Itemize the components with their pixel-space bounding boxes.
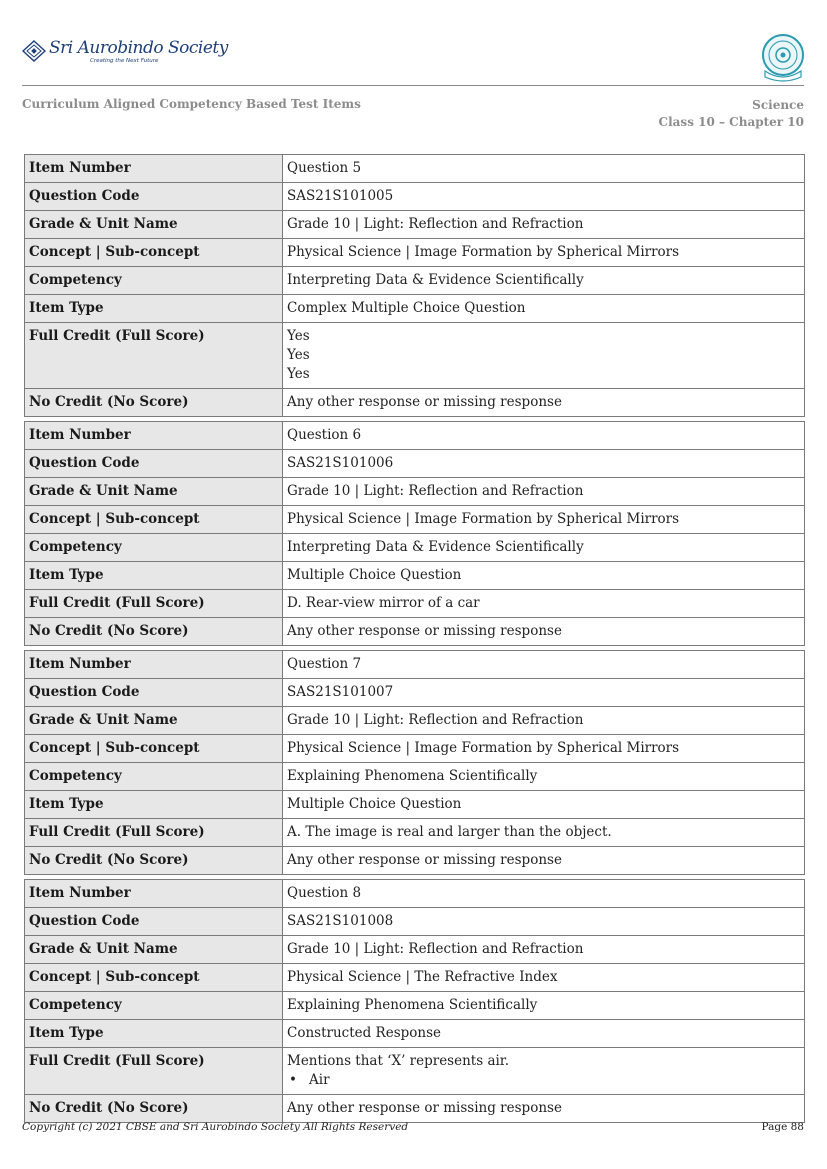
no-credit-label: No Credit (No Score) [25,389,283,417]
table-row [25,847,805,875]
item-type-value: Constructed Response [283,1020,805,1048]
competency-value: Interpreting Data & Evidence Scientifically [283,267,805,295]
table-row [25,478,805,506]
table-row [25,590,805,618]
table-row [25,506,805,534]
question-code-value: SAS21S101006 [283,450,805,478]
concept-value: Physical Science | Image Formation by Spherical Mirrors [283,506,805,534]
class-chapter: Class 10 – Chapter 10 [658,115,804,129]
table-row [25,562,805,590]
item-table-q5 [24,154,805,417]
full-credit-value: A. The image is real and larger than the object. [283,819,805,847]
table-row [25,1048,805,1095]
table-row [25,155,805,183]
table-row [25,964,805,992]
table-row [25,908,805,936]
question-code-value: SAS21S101008 [283,908,805,936]
item-tables [24,154,805,1127]
item-number-value: Question 7 [283,651,805,679]
no-credit-value: Any other response or missing response [283,847,805,875]
table-row [25,707,805,735]
item-type-label: Item Type [25,295,283,323]
full-credit-label: Full Credit (Full Score) [25,819,283,847]
competency-value: Explaining Phenomena Scientifically [283,992,805,1020]
table-row [25,1095,805,1123]
question-code-value: SAS21S101007 [283,679,805,707]
grade-unit-label: Grade & Unit Name [25,478,283,506]
item-table-q7 [24,650,805,875]
item-number-label: Item Number [25,155,283,183]
table-row [25,239,805,267]
table-row [25,211,805,239]
table-row [25,295,805,323]
full-credit-line: Yes [287,366,310,382]
competency-label: Competency [25,534,283,562]
item-number-label: Item Number [25,422,283,450]
full-credit-value [283,323,805,389]
table-row [25,1020,805,1048]
concept-label: Concept | Sub-concept [25,735,283,763]
item-type-value: Multiple Choice Question [283,562,805,590]
item-number-label: Item Number [25,880,283,908]
grade-unit-value: Grade 10 | Light: Reflection and Refraction [283,707,805,735]
item-number-value: Question 6 [283,422,805,450]
full-credit-value: D. Rear-view mirror of a car [283,590,805,618]
table-row [25,618,805,646]
table-row [25,422,805,450]
item-number-value: Question 5 [283,155,805,183]
item-number-label: Item Number [25,651,283,679]
question-code-label: Question Code [25,908,283,936]
grade-unit-label: Grade & Unit Name [25,707,283,735]
cbse-seal-icon [760,33,806,83]
item-type-label: Item Type [25,791,283,819]
full-credit-line: Yes [287,328,310,344]
page-number: Page 88 [761,1121,804,1133]
question-code-label: Question Code [25,679,283,707]
table-row [25,267,805,295]
no-credit-label: No Credit (No Score) [25,847,283,875]
table-row [25,389,805,417]
table-row [25,183,805,211]
full-credit-label: Full Credit (Full Score) [25,323,283,389]
table-row [25,992,805,1020]
competency-label: Competency [25,763,283,791]
concept-value: Physical Science | Image Formation by Spherical Mirrors [283,239,805,267]
table-row [25,735,805,763]
logo-wordmark: Sri Aurobindo Society [49,38,228,58]
grade-unit-label: Grade & Unit Name [25,936,283,964]
item-type-value: Complex Multiple Choice Question [283,295,805,323]
concept-label: Concept | Sub-concept [25,239,283,267]
grade-unit-value: Grade 10 | Light: Reflection and Refraction [283,211,805,239]
no-credit-label: No Credit (No Score) [25,1095,283,1123]
item-type-label: Item Type [25,562,283,590]
sri-aurobindo-society-emblem-icon [22,40,46,62]
table-row [25,450,805,478]
full-credit-text: Mentions that ‘X’ represents air. [287,1053,510,1069]
competency-label: Competency [25,267,283,295]
full-credit-bullet-text: Air [309,1072,330,1088]
subject-info [659,97,804,131]
full-credit-label: Full Credit (Full Score) [25,590,283,618]
no-credit-value: Any other response or missing response [283,1095,805,1123]
concept-label: Concept | Sub-concept [25,964,283,992]
grade-unit-value: Grade 10 | Light: Reflection and Refraction [283,478,805,506]
table-row [25,936,805,964]
header-divider [22,85,804,86]
item-table-q8 [24,879,805,1123]
table-row [25,763,805,791]
full-credit-label: Full Credit (Full Score) [25,1048,283,1095]
table-row [25,791,805,819]
concept-value: Physical Science | The Refractive Index [283,964,805,992]
concept-value: Physical Science | Image Formation by Spherical Mirrors [283,735,805,763]
bullet-icon: • [289,1072,297,1088]
concept-label: Concept | Sub-concept [25,506,283,534]
no-credit-value: Any other response or missing response [283,618,805,646]
table-row [25,323,805,389]
no-credit-label: No Credit (No Score) [25,618,283,646]
table-row [25,679,805,707]
item-number-value: Question 8 [283,880,805,908]
competency-value: Interpreting Data & Evidence Scientifically [283,534,805,562]
table-row [25,819,805,847]
table-row [25,880,805,908]
full-credit-bullet-item [287,1071,800,1090]
copyright-notice: Copyright (c) 2021 CBSE and Sri Aurobindo Society All Rights Reserved [22,1121,409,1133]
document-title: Curriculum Aligned Competency Based Test Items [22,97,361,111]
item-table-q6 [24,421,805,646]
competency-value: Explaining Phenomena Scientifically [283,763,805,791]
grade-unit-label: Grade & Unit Name [25,211,283,239]
table-row [25,534,805,562]
full-credit-line: Yes [287,347,310,363]
table-row [25,651,805,679]
no-credit-value: Any other response or missing response [283,389,805,417]
question-code-label: Question Code [25,450,283,478]
question-code-value: SAS21S101005 [283,183,805,211]
question-code-label: Question Code [25,183,283,211]
grade-unit-value: Grade 10 | Light: Reflection and Refraction [283,936,805,964]
logo-tagline: Creating the Next Future [90,58,159,64]
item-type-value: Multiple Choice Question [283,791,805,819]
sri-aurobindo-society-logo [22,38,228,68]
subject: Science [752,98,804,112]
item-type-label: Item Type [25,1020,283,1048]
full-credit-value [283,1048,805,1095]
competency-label: Competency [25,992,283,1020]
